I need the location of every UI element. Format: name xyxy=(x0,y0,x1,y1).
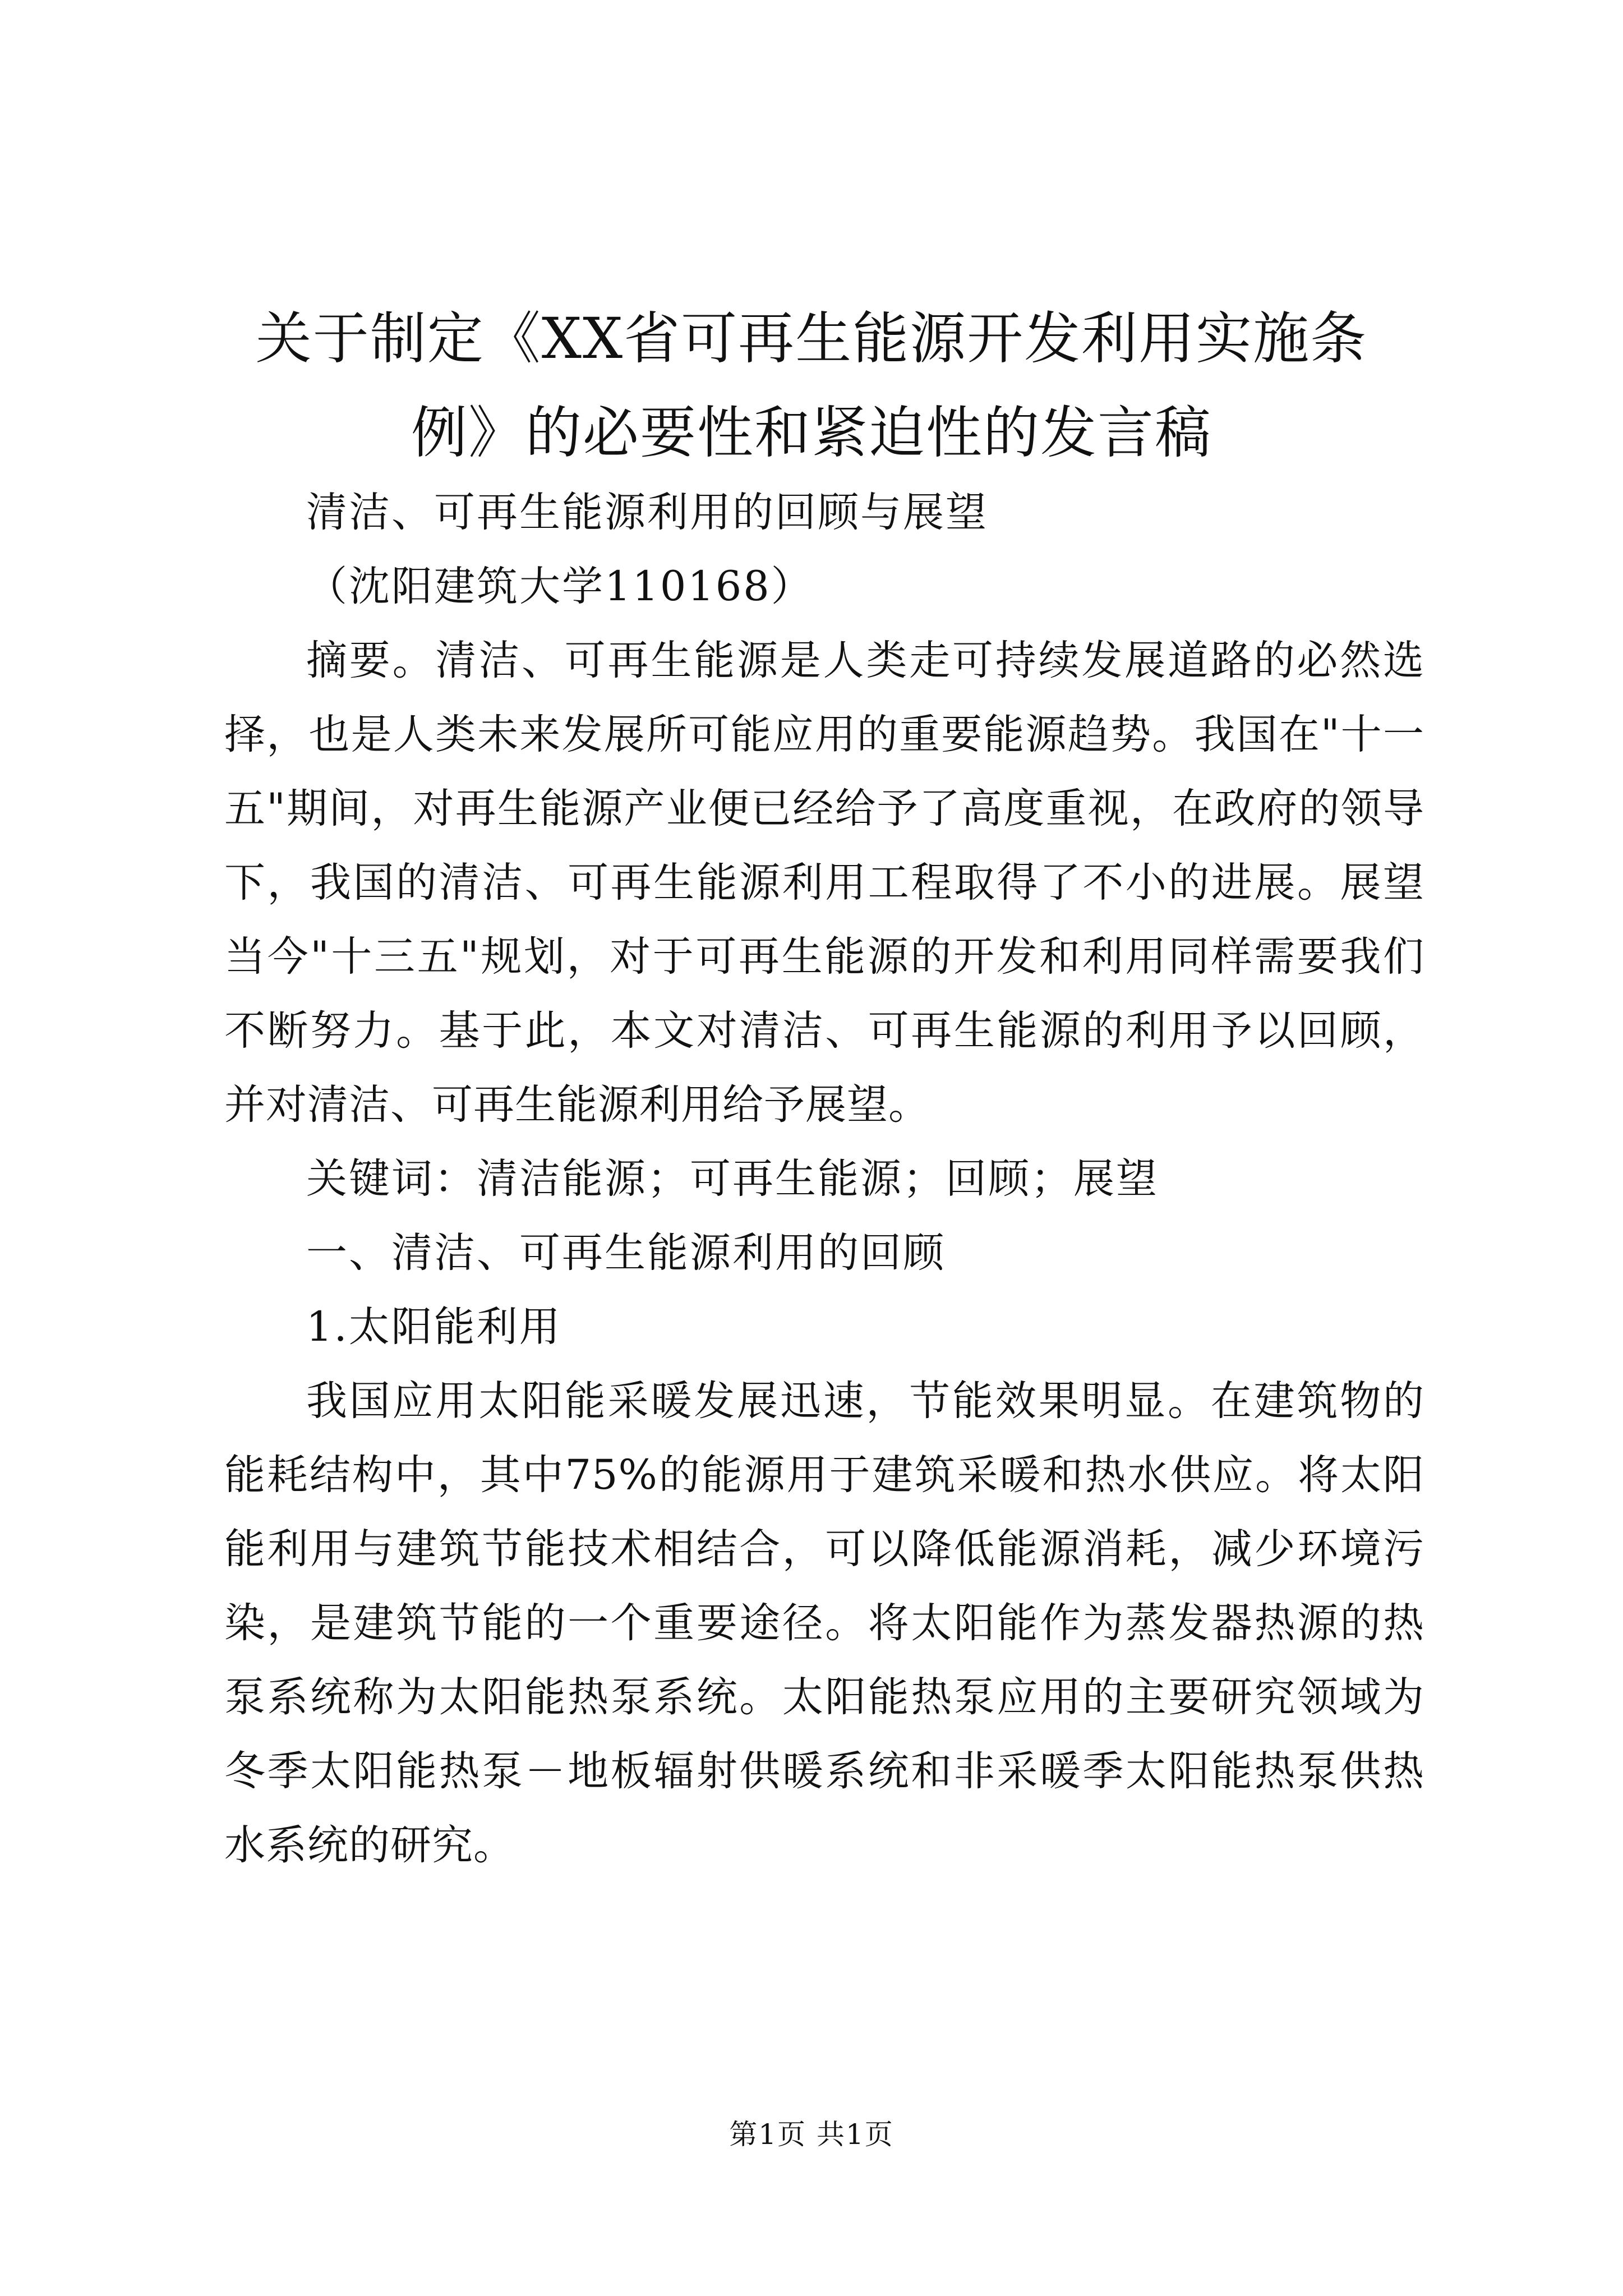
title-line-2: 例》的必要性和紧迫性的发言稿 xyxy=(411,400,1212,466)
document-title xyxy=(168,292,1455,480)
subtitle-paragraph: 清洁、可再生能源利用的回顾与展望 xyxy=(306,489,988,536)
subsection-heading: 1.太阳能利用 xyxy=(306,1303,562,1351)
document-body xyxy=(224,476,1424,1883)
section-heading: 一、清洁、可再生能源利用的回顾 xyxy=(306,1229,946,1277)
abstract-paragraph: 摘要。清洁、可再生能源是人类走可持续发展道路的必然选择，也是人类未来发展所可能应用的重要能源趋势。我国在"十一五"期间，对再生能源产业便已经给予了高度重视，在政府的领导下，我国的清洁、可再生能源利用工程取得了不小的进展。展望当今"十三五"规划，对于可再生能源的开发和利用同样需要我们不断努力。基于此，本文对清洁、可再生能源的利用予以回顾，并对清洁、可再生能源利用给予展望。 xyxy=(224,637,1424,1129)
body-paragraph: 我国应用太阳能采暖发展迅速，节能效果明显。在建筑物的能耗结构中，其中75%的能源用于建筑采暖和热水供应。将太阳能利用与建筑节能技术相结合，可以降低能源消耗，减少环境污染，是建筑节能的一个重要途径。将太阳能作为蒸发器热源的热泵系统称为太阳能热泵系统。太阳能热泵应用的主要研究领域为冬季太阳能热泵－地板辐射供暖系统和非采暖季太阳能热泵供热水系统的研究。 xyxy=(224,1377,1424,1869)
title-line-1: 关于制定《XX省可再生能源开发利用实施条 xyxy=(255,306,1368,371)
page-footer: 第1页 共1页 xyxy=(729,2118,894,2151)
affiliation-paragraph: （沈阳建筑大学110168） xyxy=(306,563,814,610)
keywords-paragraph: 关键词：清洁能源；可再生能源；回顾；展望 xyxy=(306,1155,1159,1203)
